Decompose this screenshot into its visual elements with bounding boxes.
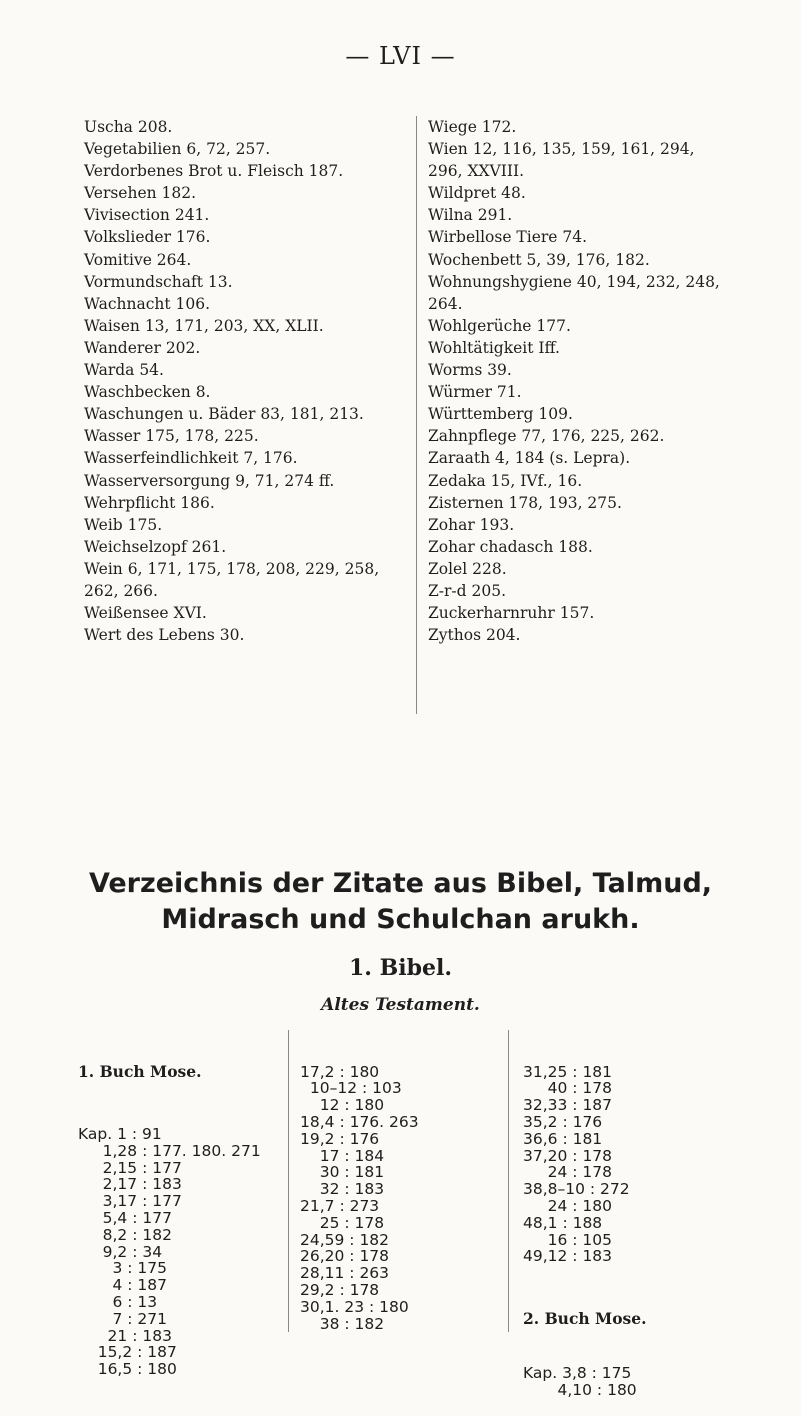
bibel-heading: 1. Bibel. (349, 955, 452, 981)
index-entry: 262, 266. (84, 581, 158, 600)
citation-divider-2 (508, 1030, 509, 1332)
citation-line: 24,59 : 182 (300, 1230, 390, 1249)
index-entry: Wien 12, 116, 135, 159, 161, 294, (428, 140, 695, 159)
index-entry: Wasser 175, 178, 225. (84, 427, 259, 446)
citation-line: 37,20 : 178 (523, 1146, 613, 1165)
citation-line: 2,15 : 177 (78, 1158, 182, 1177)
index-entry: Zuckerharnruhr 157. (428, 604, 595, 623)
index-entry: Warda 54. (84, 361, 164, 380)
citation-line: 24 : 178 (523, 1163, 613, 1182)
index-entry: Worms 39. (428, 361, 512, 380)
index-entry: Zohar chadasch 188. (428, 537, 593, 556)
index-entry: Wachnacht 106. (84, 294, 211, 313)
index-entry: Wohlgerüche 177. (428, 316, 571, 335)
index-entry: Wiege 172. (428, 118, 517, 136)
citation-line: 24 : 180 (523, 1196, 613, 1215)
citation-line: 49,12 : 183 (523, 1247, 613, 1266)
index-entry: Weichselzopf 261. (84, 537, 227, 556)
citation-line: 29,2 : 178 (300, 1280, 380, 1299)
index-entry: Wehrpflicht 186. (84, 493, 215, 512)
citation-line: 16 : 105 (523, 1230, 613, 1249)
citation-line: 32 : 183 (300, 1180, 385, 1199)
column-divider (416, 116, 417, 714)
index-entry: 264. (428, 294, 463, 313)
index-entry: Verdorbenes Brot u. Fleisch 187. (84, 162, 344, 181)
citation-line: 19,2 : 176 (300, 1129, 380, 1148)
index-entry: Wert des Lebens 30. (84, 626, 245, 645)
citation-divider-1 (288, 1030, 289, 1332)
index-entry: Wildpret 48. (428, 184, 526, 203)
book-heading-exodus: 2. Buch Mose. (523, 1308, 647, 1328)
index-entry: Wein 6, 171, 175, 178, 208, 229, 258, (84, 559, 380, 578)
citation-line: 30,1. 23 : 180 (300, 1297, 409, 1316)
index-entry: Waschbecken 8. (84, 383, 211, 402)
index-entry: Wanderer 202. (84, 338, 201, 357)
page-number: — LVI — (345, 42, 456, 70)
citation-line: 4 : 187 (78, 1276, 168, 1295)
citation-line: 31,25 : 181 (523, 1062, 613, 1081)
index-entry: Versehen 182. (84, 184, 197, 203)
citation-line: 36,6 : 181 (523, 1129, 603, 1148)
citation-line: 38 : 182 (300, 1314, 385, 1333)
index-entry: Wasserversorgung 9, 71, 274 ff. (84, 471, 335, 490)
index-entry: Zaraath 4, 184 (s. Lepra). (428, 449, 631, 468)
index-entry: Wohltätigkeit Iff. (428, 338, 560, 357)
citation-line: 2,17 : 183 (78, 1175, 182, 1194)
citation-line: 18,4 : 176. 263 (300, 1112, 419, 1131)
index-entry: Zedaka 15, IVf., 16. (428, 471, 583, 490)
section-title-line-1: Verzeichnis der Zitate aus Bibel, Talmud, (88, 868, 713, 899)
index-entry: Z-r-d 205. (428, 581, 507, 600)
citation-line: 5,4 : 177 (78, 1208, 172, 1227)
index-entry: Vormundschaft 13. (84, 272, 233, 291)
citation-line: 25 : 178 (300, 1213, 385, 1232)
old-testament-heading: Altes Testament. (321, 995, 480, 1015)
citation-line: 6 : 13 (78, 1292, 158, 1311)
index-entry: Zohar 193. (428, 515, 515, 534)
index-entry: Wochenbett 5, 39, 176, 182. (428, 250, 650, 269)
index-entry: Wasserfeindlichkeit 7, 176. (84, 449, 298, 468)
citation-line: 30 : 181 (300, 1163, 385, 1182)
citation-line: 3 : 175 (78, 1259, 168, 1278)
citation-line: 21 : 183 (78, 1326, 172, 1345)
index-entry: Wohnungshygiene 40, 194, 232, 248, (428, 272, 720, 291)
section-title-line-2: Midrasch und Schulchan arukh. (161, 904, 640, 935)
citation-line: 48,1 : 188 (523, 1213, 603, 1232)
index-column-right (428, 116, 788, 646)
citation-line: 4,10 : 180 (523, 1380, 637, 1399)
citation-line: Kap. 3,8 : 175 (523, 1364, 632, 1383)
index-entry: Zahnpflege 77, 176, 225, 262. (428, 427, 665, 446)
index-entry: 296, XXVIII. (428, 162, 524, 181)
index-entry: Wilna 291. (428, 206, 513, 225)
index-entry: Zythos 204. (428, 626, 521, 645)
index-entry: Zolel 228. (428, 559, 507, 578)
citation-column-middle (300, 1030, 419, 1349)
index-entry: Waisen 13, 171, 203, XX, XLII. (84, 316, 324, 335)
citation-line: 1,28 : 177. 180. 271 (78, 1141, 261, 1160)
citation-line: 35,2 : 176 (523, 1112, 603, 1131)
citation-column-left (78, 1030, 261, 1395)
citation-line: 17,2 : 180 (300, 1062, 380, 1081)
citation-line: 32,33 : 187 (523, 1096, 613, 1115)
index-entry: Wirbellose Tiere 74. (428, 228, 588, 247)
citation-line: 38,8–10 : 272 (523, 1180, 630, 1199)
index-column-left (84, 116, 444, 646)
citation-line: Kap. 1 : 91 (78, 1124, 162, 1143)
citation-line: 17 : 184 (300, 1146, 385, 1165)
book-heading-genesis: 1. Buch Mose. (78, 1061, 202, 1081)
index-entry: Vivisection 241. (84, 206, 210, 225)
citation-column-right (523, 1030, 647, 1416)
index-entry: Weib 175. (84, 515, 163, 534)
index-entry: Uscha 208. (84, 118, 173, 136)
citation-line: 12 : 180 (300, 1096, 385, 1115)
citation-line: 3,17 : 177 (78, 1192, 182, 1211)
citation-line: 8,2 : 182 (78, 1225, 172, 1244)
index-entry: Württemberg 109. (428, 405, 573, 424)
index-entry: Volkslieder 176. (84, 228, 211, 247)
index-entry: Würmer 71. (428, 383, 522, 402)
citation-line: 21,7 : 273 (300, 1196, 380, 1215)
index-entry: Zisternen 178, 193, 275. (428, 493, 622, 512)
citation-line: 28,11 : 263 (300, 1264, 390, 1283)
index-entry: Weißensee XVI. (84, 604, 207, 623)
citation-line: 26,20 : 178 (300, 1247, 390, 1266)
citation-line: 7 : 271 (78, 1309, 168, 1328)
citation-line: 15,2 : 187 (78, 1343, 177, 1362)
citation-line: 40 : 178 (523, 1079, 613, 1098)
index-entry: Vegetabilien 6, 72, 257. (84, 140, 271, 159)
citation-line: 10–12 : 103 (300, 1079, 402, 1098)
index-entry: Waschungen u. Bäder 83, 181, 213. (84, 405, 364, 424)
citation-line: 9,2 : 34 (78, 1242, 163, 1261)
index-entry: Vomitive 264. (84, 250, 192, 269)
citation-line: 16,5 : 180 (78, 1360, 177, 1379)
